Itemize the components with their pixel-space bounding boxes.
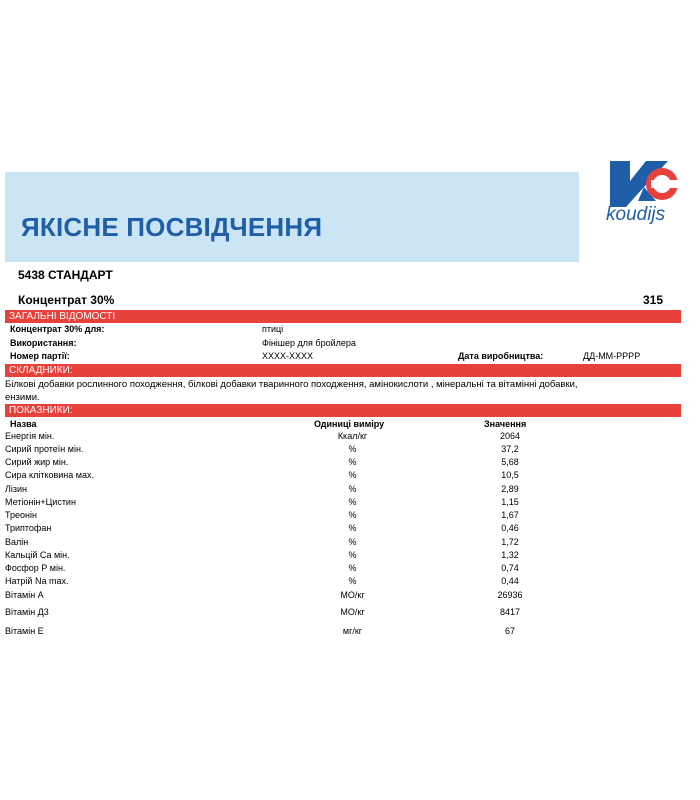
batch-value: ХХХХ-ХХХХ (262, 351, 314, 361)
indicator-unit: Ккал/кг (337, 431, 368, 441)
batch-label: Номер партії: (10, 351, 70, 361)
section-indicators-header: ПОКАЗНИКИ: (5, 404, 681, 417)
indicator-unit: мг/кг (342, 626, 363, 636)
section-composition-header: СКЛАДНИКИ: (5, 364, 681, 377)
indicator-name: Вітамін Д3 (5, 607, 49, 617)
indicator-name: Метіонін+Цистин (5, 497, 76, 507)
usage-value: Фінішер для бройлера (262, 338, 356, 348)
indicator-unit: % (348, 497, 357, 507)
indicator-value: 1,15 (501, 497, 519, 507)
indicator-value: 2,89 (501, 484, 519, 494)
indicator-unit: % (348, 457, 357, 467)
table-row (0, 590, 700, 603)
product-name: Концентрат 30% (18, 293, 115, 307)
col-unit-header: Одиниці виміру (314, 419, 385, 429)
table-row (0, 497, 700, 510)
indicator-name: Триптофан (5, 523, 52, 533)
table-row (0, 537, 700, 550)
indicator-name: Лізин (5, 484, 28, 494)
indicator-unit: % (348, 444, 357, 454)
product-number: 315 (643, 293, 664, 307)
indicator-value: 2064 (499, 431, 521, 441)
table-row (0, 626, 700, 639)
indicator-name: Енергія мін. (5, 431, 55, 441)
table-row (0, 457, 700, 470)
table-row (0, 444, 700, 457)
indicator-value: 5,68 (501, 457, 519, 467)
concentrate-label: Концентрат 30% для: (10, 324, 105, 334)
indicator-name: Валін (5, 537, 29, 547)
indicator-value: 1,67 (501, 510, 519, 520)
indicator-value: 37,2 (501, 444, 519, 454)
table-row (0, 563, 700, 576)
indicator-unit: % (348, 510, 357, 520)
indicator-value: 0,46 (501, 523, 519, 533)
indicator-name: Вітамін А (5, 590, 44, 600)
indicator-name: Вітамін Е (5, 626, 44, 636)
title-banner (5, 172, 579, 262)
indicator-unit: % (348, 537, 357, 547)
indicator-value: 67 (504, 626, 515, 636)
indicator-unit: % (348, 523, 357, 533)
indicator-name: Фосфор Р мін. (5, 563, 66, 573)
table-row (0, 510, 700, 523)
production-date-label: Дата виробництва: (458, 351, 544, 361)
indicator-unit: % (348, 563, 357, 573)
indicator-unit: % (348, 576, 357, 586)
table-row (0, 550, 700, 563)
product-code: 5438 СТАНДАРТ (18, 268, 113, 282)
table-row (0, 484, 700, 497)
indicator-value: 10,5 (501, 470, 519, 480)
table-row (0, 576, 700, 589)
indicator-value: 8417 (499, 607, 521, 617)
indicator-name: Натрій Na max. (5, 576, 69, 586)
composition-text: Білкові добавки рослинного походження, білкові добавки тваринного походження, амінокислоти , мінеральні та вітамінні добавки, ензими. (5, 379, 578, 403)
usage-label: Використання: (10, 338, 77, 348)
indicator-unit: МО/кг (340, 590, 365, 600)
indicator-unit: % (348, 484, 357, 494)
production-date-value: ДД-ММ-РРРР (583, 351, 641, 361)
indicator-unit: % (348, 470, 357, 480)
indicator-value: 1,72 (501, 537, 519, 547)
indicator-value: 0,74 (501, 563, 519, 573)
indicator-unit: МО/кг (340, 607, 365, 617)
indicator-name: Треонін (5, 510, 37, 520)
col-name-header: Назва (10, 419, 37, 429)
indicator-value: 1,32 (501, 550, 519, 560)
concentrate-value: птиці (262, 324, 284, 334)
document-title: ЯКІСНЕ ПОСВІДЧЕННЯ (21, 212, 323, 242)
logo-text: koudijs (606, 204, 666, 225)
col-value-header: Значення (484, 419, 527, 429)
indicator-value: 26936 (497, 590, 523, 600)
indicator-name: Кальцій Са мін. (5, 550, 70, 560)
section-general-header: ЗАГАЛЬНІ ВІДОМОСТІ (5, 310, 681, 323)
indicator-unit: % (348, 550, 357, 560)
indicator-name: Сира клітковина мах. (5, 470, 94, 480)
indicator-name: Сирий жир мін. (5, 457, 69, 467)
indicator-name: Сирий протеїн мін. (5, 444, 84, 454)
table-row (0, 431, 700, 444)
indicator-value: 0,44 (501, 576, 519, 586)
table-row (0, 470, 700, 483)
table-row (0, 523, 700, 536)
table-row (0, 607, 700, 620)
